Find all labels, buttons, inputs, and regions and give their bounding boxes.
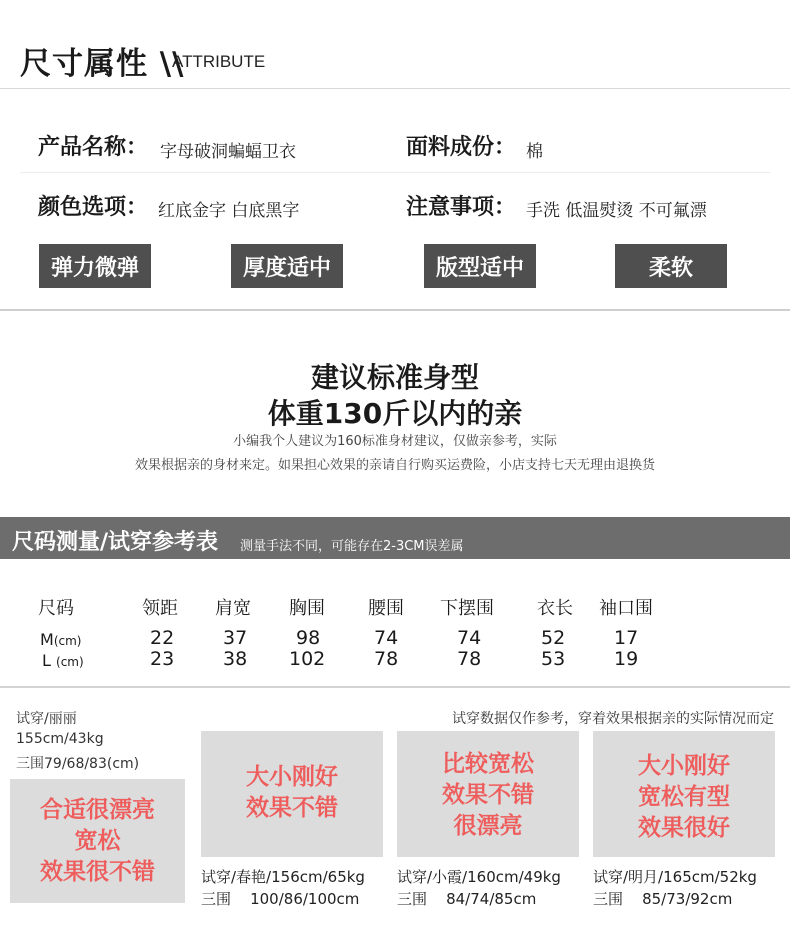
tryon-first-hw: 155cm/43kg [16, 731, 104, 747]
tag-elasticity: 弹力微弹 [39, 244, 151, 288]
tag-thickness: 厚度适中 [231, 244, 343, 288]
table-cell: 38 [223, 648, 248, 670]
section-title: 尺寸属性 \\ [20, 46, 185, 82]
row-label-l: L (cm) [42, 651, 84, 670]
product-name-value: 字母破洞蝙蝠卫衣 [160, 142, 296, 162]
tryon-model-2-comment: 比较宽松 效果不错 很漂亮 [442, 751, 534, 839]
col-header-shoulder: 肩宽 [215, 598, 251, 619]
tryon-model-1-comment: 大小刚好 效果不错 [246, 764, 338, 821]
col-header-cuff: 袖口围 [599, 598, 653, 619]
notice-label: 注意事项： [406, 195, 517, 220]
tryon-model-3-measure: 三围 85/73/92cm [593, 890, 733, 908]
table-cell: 74 [457, 627, 482, 649]
table-cell: 22 [150, 627, 175, 649]
col-header-chest: 胸围 [289, 598, 325, 619]
section-subtitle: ATTRIBUTE [172, 52, 266, 71]
divider [0, 309, 790, 311]
tryon-model-1-measure: 三围 100/86/100cm [201, 890, 360, 908]
table-cell: 23 [150, 648, 175, 670]
table-cell: 52 [541, 627, 566, 649]
divider [0, 88, 790, 89]
table-cell: 17 [614, 627, 639, 649]
tryon-model-3-comment: 大小刚好 宽松有型 效果很好 [638, 753, 730, 841]
tryon-model-2-box [397, 731, 579, 857]
size-banner-title: 尺码测量/试穿参考表 [12, 530, 219, 555]
recommendation-weight: 体重130斤以内的亲 [267, 397, 523, 430]
table-cell: 98 [296, 627, 321, 649]
tryon-model-3-box [593, 731, 775, 857]
col-header-collar: 领距 [142, 598, 178, 619]
color-value: 红底金字 白底黑字 [158, 201, 300, 221]
tag-fit: 版型适中 [424, 244, 536, 288]
table-cell: 19 [614, 648, 639, 670]
size-banner-note: 测量手法不同，可能存在2-3CM误差属 [240, 539, 464, 554]
fabric-label: 面料成份： [406, 135, 517, 160]
table-cell: 78 [457, 648, 482, 670]
table-cell: 78 [374, 648, 399, 670]
tryon-model-3-caption: 试穿/明月/165cm/52kg [593, 868, 757, 886]
notice-value: 手洗 低温熨烫 不可氟漂 [526, 201, 707, 221]
col-header-length: 衣长 [537, 598, 573, 619]
tryon-disclaimer: 试穿数据仅作参考，穿着效果根据亲的实际情况而定 [452, 711, 774, 727]
recommendation-note-2: 效果根据亲的身材来定。如果担心效果的亲请自行购买运费险，小店支持七天无理由退换货 [134, 458, 655, 473]
tryon-first-name: 试穿/丽丽 [16, 711, 77, 727]
row-label-m: M(cm) [40, 630, 82, 649]
table-cell: 37 [223, 627, 248, 649]
tryon-model-1-caption: 试穿/春艳/156cm/65kg [201, 868, 365, 886]
col-header-size: 尺码 [38, 598, 74, 619]
size-banner [0, 517, 790, 559]
product-name-label: 产品名称： [38, 135, 149, 160]
tryon-model-2-caption: 试穿/小霞/160cm/49kg [397, 868, 561, 886]
fabric-value: 棉 [526, 142, 543, 162]
recommendation-title: 建议标准身型 [310, 361, 479, 394]
color-label: 颜色选项： [38, 195, 149, 220]
recommendation-note-1: 小编我个人建议为160标准身材建议，仅做亲参考，实际 [233, 434, 557, 449]
divider [20, 172, 770, 173]
col-header-hem: 下摆围 [440, 598, 494, 619]
tryon-first-comment-box [10, 779, 185, 903]
col-header-waist: 腰围 [368, 598, 404, 619]
divider [0, 686, 790, 688]
tryon-model-2-measure: 三围 84/74/85cm [397, 890, 537, 908]
tryon-first-comment: 合适很漂亮 宽松 效果很不错 [40, 797, 155, 885]
tag-softness: 柔软 [615, 244, 727, 288]
table-cell: 102 [289, 648, 326, 670]
tryon-model-1-box [201, 731, 383, 857]
table-cell: 53 [541, 648, 566, 670]
tryon-first-measure: 三围79/68/83(cm) [16, 756, 140, 772]
table-cell: 74 [374, 627, 399, 649]
